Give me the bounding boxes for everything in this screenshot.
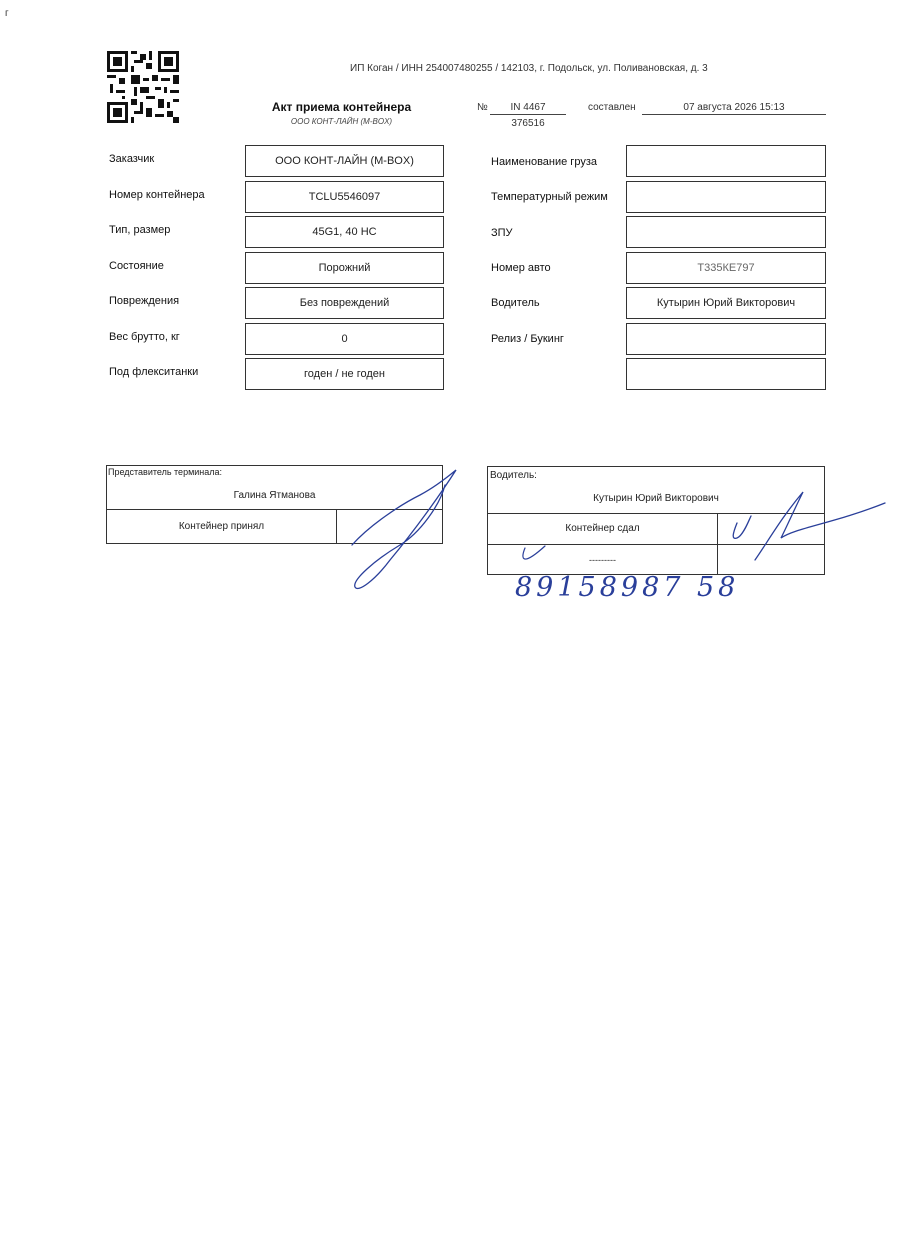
qr-code bbox=[107, 51, 179, 123]
label-container-number: Номер контейнера bbox=[109, 189, 205, 201]
scan-mark: г bbox=[5, 8, 9, 19]
value-customer: ООО КОНТ-ЛАЙН (M-BOX) bbox=[245, 145, 444, 177]
document-title: Акт приема контейнера bbox=[271, 100, 412, 114]
terminal-divider-v bbox=[336, 509, 337, 543]
driver-handwritten-signature bbox=[505, 488, 890, 568]
label-release-booking: Релиз / Букинг bbox=[491, 333, 564, 345]
label-flexitank: Под флекситанки bbox=[109, 366, 199, 378]
terminal-rep-title: Представитель терминала: bbox=[108, 467, 223, 477]
value-flexitank: годен / не годен bbox=[245, 358, 444, 390]
value-cargo-name bbox=[626, 145, 826, 177]
driver-dashes: --------- bbox=[589, 555, 616, 565]
value-type-size: 45G1, 40 HC bbox=[245, 216, 444, 248]
document-date: 07 августа 2026 15:13 bbox=[642, 102, 826, 115]
terminal-action: Контейнер принял bbox=[178, 521, 265, 532]
composed-label: составлен bbox=[588, 102, 636, 113]
terminal-rep-name: Галина Ятманова bbox=[233, 490, 316, 501]
label-gross-weight: Вес брутто, кг bbox=[109, 331, 180, 343]
value-damages: Без повреждений bbox=[245, 287, 444, 319]
value-temperature bbox=[626, 181, 826, 213]
value-seal bbox=[626, 216, 826, 248]
terminal-handwritten-signature bbox=[340, 465, 465, 595]
value-extra bbox=[626, 358, 826, 390]
label-condition: Состояние bbox=[109, 260, 164, 272]
value-driver: Кутырин Юрий Викторович bbox=[626, 287, 826, 319]
label-damages: Повреждения bbox=[109, 295, 180, 307]
label-seal: ЗПУ bbox=[491, 227, 513, 239]
value-container-number: TCLU5546097 bbox=[245, 181, 444, 213]
document-subtitle: ООО КОНТ-ЛАЙН (M-BOX) bbox=[290, 117, 393, 126]
value-gross-weight: 0 bbox=[245, 323, 444, 355]
driver-title: Водитель: bbox=[490, 470, 537, 481]
handwritten-phone: 89158987 58 bbox=[515, 572, 740, 603]
label-temperature: Температурный режим bbox=[491, 191, 608, 203]
label-cargo-name: Наименование груза bbox=[491, 156, 597, 168]
label-vehicle-number: Номер авто bbox=[491, 262, 551, 274]
label-customer: Заказчик bbox=[109, 153, 155, 165]
value-vehicle-number: Т335КЕ797 bbox=[626, 252, 826, 284]
document-number-sub: 376516 bbox=[511, 118, 545, 129]
label-driver: Водитель bbox=[491, 297, 540, 309]
value-release-booking bbox=[626, 323, 826, 355]
value-condition: Порожний bbox=[245, 252, 444, 284]
document-number: IN 4467 bbox=[490, 102, 566, 115]
number-label: № bbox=[477, 102, 488, 113]
driver-name: Кутырин Юрий Викторович bbox=[593, 493, 719, 504]
label-type-size: Тип, размер bbox=[109, 224, 171, 236]
driver-action: Контейнер сдал bbox=[565, 523, 640, 534]
company-line: ИП Коган / ИНН 254007480255 / 142103, г. Подольск, ул. Поливановская, д. 3 bbox=[350, 63, 708, 74]
